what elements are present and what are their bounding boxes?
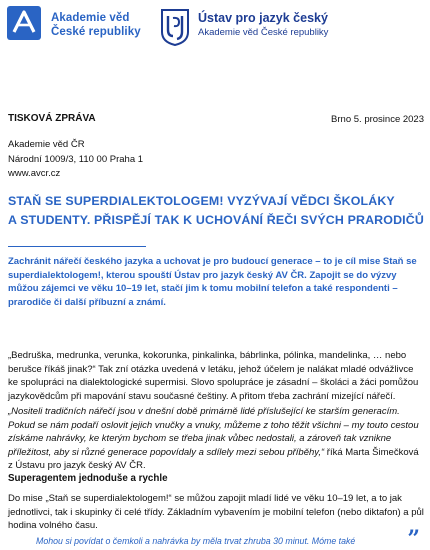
address-line-street: Národní 1009/3, 110 00 Praha 1	[8, 153, 144, 165]
body-paragraph-1: „Bedruška, medrunka, verunka, kokorunka, pinkalinka, bábrlinka, pólinka, mandelinka, … nebo berušce říkáš jinak?“ Tak zní otázka uvedená v letáku, jehož účelem je nalákat mladé odvážlivce ke spolupráci na dialektologické supermisi. Slovo spolupráce je zásadní – školáci a žáci pomůžou jazykovědcům při mapování stavu současné češtiny. A přitom třeba zachrání mizející nářečí.	[8, 350, 419, 402]
address-line-name: Akademie věd ČR	[8, 139, 85, 150]
sender-address	[8, 138, 143, 182]
body-paragraph-2	[8, 405, 424, 473]
headline-line1: STAŇ SE SUPERDIALEKTOLOGEM! VYZÝVAJÍ VĚDCI ŠKOLÁKY	[8, 194, 395, 208]
body-paragraph-3: Do mise „Staň se superdialektologem!“ se můžou zapojit mladí lidé ve věku 10–19 let, a to jak jednotlivci, tak i skupinky či celé třídy. Základním vybavením je mobilní telefon (nebo diktafon) a půl hodina volného času.	[8, 493, 424, 532]
quote-mark-icon: ”	[407, 526, 420, 550]
ujc-emblem-icon	[160, 8, 190, 46]
headline-divider	[8, 246, 146, 247]
pull-quote-text: Mohou si povídat o čemkoli a nahrávka by měla trvat zhruba 30 minut. Móme také	[36, 536, 356, 546]
address-line-web: www.avcr.cz	[8, 168, 61, 179]
av-cr-name-line1: Akademie věd	[51, 12, 130, 24]
pull-quote	[8, 526, 428, 550]
quote-attribution: říká Marta Šimečková z Ústavu pro jazyk český AV ČR.	[8, 446, 419, 472]
lead-paragraph: Zachránit nářečí českého jazyka a uchovat je pro budoucí generace – to je cíl mise Staň se superdialektologem!, kterou spouští Ústav pro jazyk český AV ČR. Zapojit se do výzvy můžou zájemci ve věku 10–19 let, stačí jim k tomu mobilní telefon a také respondenti – prarodiče či další příbuzní a známí.	[8, 256, 417, 308]
ujc-name-line1: Ústav pro jazyk český	[198, 11, 328, 25]
av-cr-logo-icon	[7, 6, 41, 40]
section-subheading: Superagentem jednoduše a rychle	[8, 473, 168, 484]
av-cr-name-line2: České republiky	[51, 26, 141, 38]
ujc-name-line2: Akademie věd České republiky	[198, 27, 329, 38]
av-cr-logo	[7, 6, 141, 40]
expert-quote: „Nositeli tradičních nářečí jsou v dnešní době primárně lidé příslušející ke starším generacím. Pokud se nám podaří oslovit jejich vnučky a vnuky, můžeme z toho těžit všichni – my touto cestou získáme nahrávky, ke kterým bychom se třeba jinak vůbec nedostali, a zároveň tak vznikne příležitost, aby si různé generace popovídaly a sdílely mezi sebou příběhy,“	[8, 406, 419, 458]
press-release-label: TISKOVÁ ZPRÁVA	[8, 113, 96, 124]
release-date: Brno 5. prosince 2023	[331, 114, 424, 125]
ujc-logo	[160, 8, 328, 46]
headline	[8, 192, 428, 230]
headline-line2: A STUDENTY. PŘISPĚJÍ TAK K UCHOVÁNÍ ŘEČI SVÝCH PRARODIČŮ	[8, 213, 424, 227]
page-header	[0, 6, 430, 50]
